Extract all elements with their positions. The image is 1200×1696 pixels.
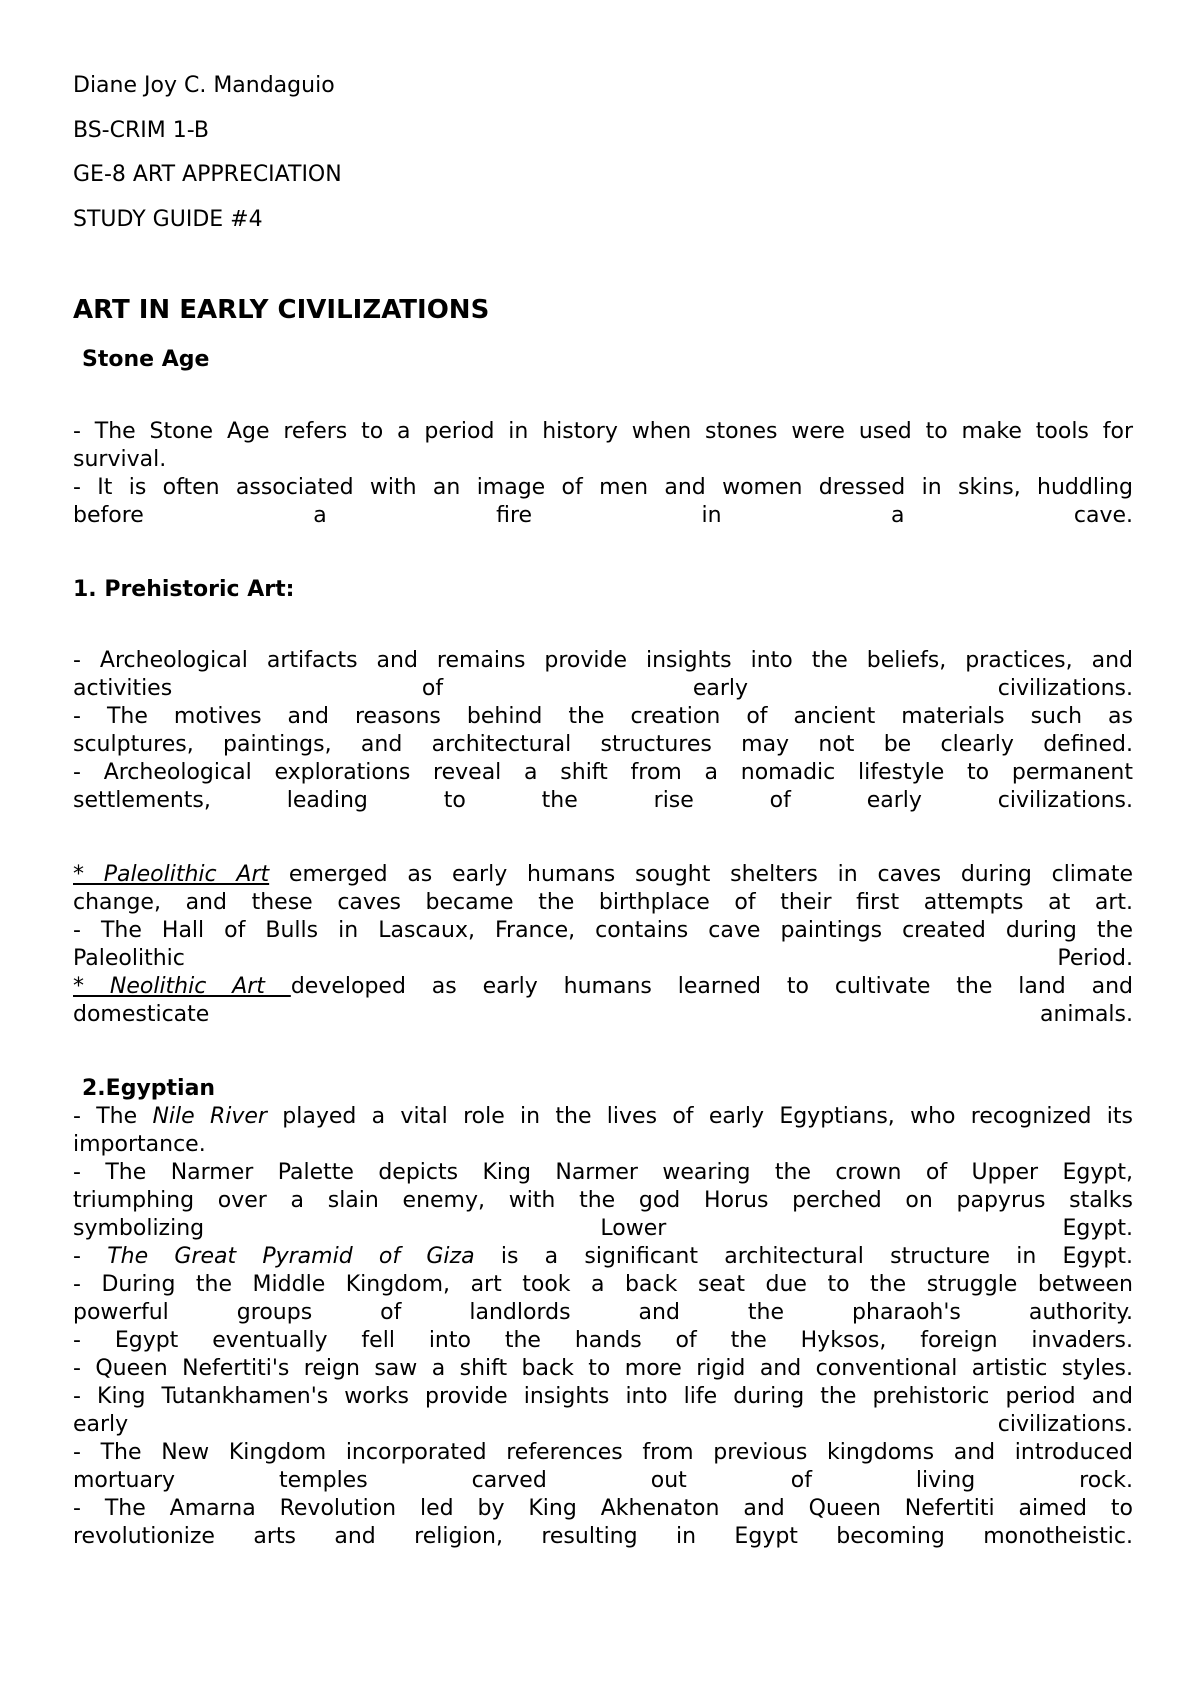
text-line: mortuary temples carved out of living rock. bbox=[73, 1468, 1133, 1493]
text-line: - Egypt eventually fell into the hands of the Hyksos, foreign invaders. bbox=[73, 1328, 1133, 1353]
text-line: - King Tutankhamen's works provide insights into life during the prehistoric period and bbox=[73, 1384, 1133, 1409]
text-line: sculptures, paintings, and architectural structures may not be clearly defined. bbox=[73, 732, 1133, 757]
text-run: - bbox=[73, 1244, 108, 1269]
text-line: triumphing over a slain enemy, with the god Horus perched on papyrus stalks bbox=[73, 1188, 1133, 1213]
text-line: survival. bbox=[73, 447, 167, 472]
text-line: revolutionize arts and religion, resulting in Egypt becoming monotheistic. bbox=[73, 1524, 1133, 1549]
text-line: activities of early civilizations. bbox=[73, 676, 1133, 701]
text-run: - The bbox=[73, 1104, 153, 1129]
stone-age-heading: Stone Age bbox=[82, 347, 210, 372]
text-line: symbolizing Lower Egypt. bbox=[73, 1216, 1133, 1241]
text-line: - The Narmer Palette depicts King Narmer wearing the crown of Upper Egypt, bbox=[73, 1160, 1133, 1185]
neolithic-line bbox=[73, 973, 1133, 1001]
nile-line bbox=[73, 1103, 1133, 1131]
text-line: - Archeological artifacts and remains provide insights into the beliefs, practices, and bbox=[73, 648, 1133, 673]
text-run: played a vital role in the lives of early Egyptians, who recognized its bbox=[266, 1104, 1133, 1129]
great-pyramid-term: The Great Pyramid of Giza bbox=[107, 1244, 475, 1269]
text-line: - The Stone Age refers to a period in history when stones were used to make tools for bbox=[73, 419, 1133, 444]
text-line: settlements, leading to the rise of early civilizations. bbox=[73, 788, 1133, 813]
text-line: Paleolithic Period. bbox=[73, 946, 1133, 971]
student-section: BS-CRIM 1-B bbox=[73, 118, 209, 143]
text-line: - It is often associated with an image of men and women dressed in skins, huddling bbox=[73, 475, 1133, 500]
stone-age-paragraph bbox=[73, 418, 1133, 530]
study-guide-label: STUDY GUIDE #4 bbox=[73, 207, 263, 232]
course-title: GE-8 ART APPRECIATION bbox=[73, 162, 342, 187]
egyptian-paragraph bbox=[73, 1103, 1133, 1551]
paleolithic-line bbox=[73, 861, 1133, 889]
egyptian-heading: 2.Egyptian bbox=[82, 1076, 216, 1101]
neolithic-art-term: * Neolithic Art bbox=[73, 974, 291, 999]
neolithic-text: developed as early humans learned to cultivate the land and bbox=[290, 974, 1133, 999]
text-line: - During the Middle Kingdom, art took a back seat due to the struggle between bbox=[73, 1272, 1133, 1297]
text-line: - The Hall of Bulls in Lascaux, France, contains cave paintings created during the bbox=[73, 918, 1133, 943]
text-line: - The Amarna Revolution led by King Akhenaton and Queen Nefertiti aimed to bbox=[73, 1496, 1133, 1521]
nile-river-term: Nile River bbox=[152, 1104, 267, 1129]
paleolithic-neolithic-paragraph bbox=[73, 861, 1133, 1029]
student-name: Diane Joy C. Mandaguio bbox=[73, 73, 335, 98]
document-title: ART IN EARLY CIVILIZATIONS bbox=[73, 295, 490, 325]
giza-line bbox=[73, 1243, 1133, 1271]
prehistoric-paragraph bbox=[73, 647, 1133, 815]
text-line: change, and these caves became the birthplace of their first attempts at art. bbox=[73, 890, 1133, 915]
paleolithic-text: emerged as early humans sought shelters in caves during climate bbox=[269, 862, 1133, 887]
prehistoric-heading: 1. Prehistoric Art: bbox=[73, 577, 295, 602]
text-line: domesticate animals. bbox=[73, 1002, 1133, 1027]
text-line: early civilizations. bbox=[73, 1412, 1133, 1437]
text-line: powerful groups of landlords and the pharaoh's authority. bbox=[73, 1300, 1133, 1325]
text-line: - Queen Nefertiti's reign saw a shift back to more rigid and conventional artistic styles. bbox=[73, 1356, 1133, 1381]
text-line: importance. bbox=[73, 1132, 206, 1157]
text-line: - Archeological explorations reveal a shift from a nomadic lifestyle to permanent bbox=[73, 760, 1133, 785]
text-line: - The New Kingdom incorporated references from previous kingdoms and introduced bbox=[73, 1440, 1133, 1465]
text-run: is a significant architectural structure in Egypt. bbox=[474, 1244, 1134, 1269]
text-line: - The motives and reasons behind the creation of ancient materials such as bbox=[73, 704, 1133, 729]
paleolithic-art-term: * Paleolithic Art bbox=[73, 862, 270, 887]
text-line: before a fire in a cave. bbox=[73, 503, 1133, 528]
